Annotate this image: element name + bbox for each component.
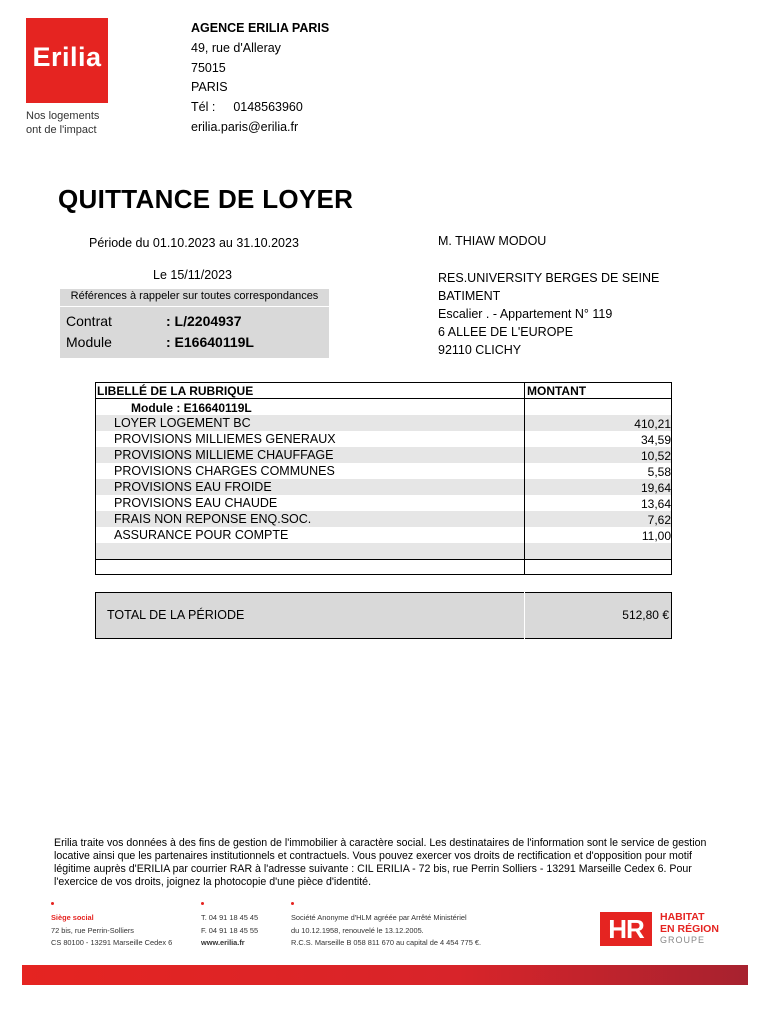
footer-color-band [22,965,748,985]
footer-legal: Société Anonyme d'HLM agréée par Arrêté Ministériel du 10.12.1958, renouvelé le 13.12.2005. R.C.S. Marseille B 058 811 670 au capital de 4 454 775 €. [291,913,482,947]
contrat-label: Contrat [66,313,112,329]
agency-address [191,19,329,138]
total-label: TOTAL DE LA PÉRIODE [107,608,245,622]
table-row-label: PROVISIONS EAU CHAUDE [114,496,278,510]
agency-email: erilia.paris@erilia.fr [191,119,299,134]
table-row-label: PROVISIONS CHARGES COMMUNES [114,464,335,478]
table-row-amount: 7,62 [647,513,671,527]
table-row-label: PROVISIONS EAU FROIDE [114,480,272,494]
contrat-value: : L/2204937 [166,313,242,329]
table-row-amount: 19,64 [640,481,671,495]
table-row-label: PROVISIONS MILLIEMES GENERAUX [114,432,336,446]
table-row-label: FRAIS NON REPONSE ENQ.SOC. [114,512,312,526]
column-header-amount: MONTANT [527,384,587,398]
privacy-notice: Erilia traite vos données à des fins de gestion de l'immobilier à caractère social. Les destinataires de l'information sont le service de gestion locative ainsi que les partenaires institutionnels et contractuels. Vous pouvez exercer vos droits de rectification et d'opposition pour motif légitime auprès d'ERILIA par courrier RAR à l'adresse suivante : CIL ERILIA - 72 bis, rue Perrin Solliers - 13291 Marseille Cedex 6. Pour l'exercice de vos droits, joignez la photocopie d'une pièce d'identité. [54,837,707,888]
references-header: Références à rappeler sur toutes correspondances [60,289,329,307]
module-label: Module [66,334,112,350]
table-row-amount: 11,00 [641,529,671,543]
table-row-label: PROVISIONS MILLIEME CHAUFFAGE [114,448,334,462]
agency-street: 49, rue d'Alleray [191,40,281,55]
tenant-name: M. THIAW MODOU [438,234,547,248]
logo-tagline: Nos logements ont de l'impact [26,110,100,136]
habitat-en-region-logo: HR [600,912,652,946]
habitat-en-region-text: HABITAT EN RÉGION GROUPE [660,911,719,945]
table-row-amount: 10,52 [640,449,671,463]
agency-postcode: 75015 [191,60,226,75]
column-header-label: LIBELLÉ DE LA RUBRIQUE [97,384,254,398]
footer-contact: T. 04 91 18 45 45 F. 04 91 18 45 55 www.erilia.fr [201,912,258,950]
website-link[interactable]: www.erilia.fr [201,938,245,947]
footer-head-office: Siège social 72 bis, rue Perrin-Solliers CS 80100 - 13291 Marseille Cedex 6 [51,913,173,947]
table-module-row: Module : E16640119L [131,401,252,415]
issue-date: Le 15/11/2023 [153,268,233,282]
table-row-amount: 410,21 [634,417,671,431]
table-row-label: ASSURANCE POUR COMPTE [114,528,289,542]
period-text: Période du 01.10.2023 au 31.10.2023 [89,236,299,250]
document-title: QUITTANCE DE LOYER [58,184,354,214]
agency-name: AGENCE ERILIA PARIS [191,21,330,35]
erilia-logo-text: Erilia [32,42,102,72]
table-row-amount: 34,59 [640,433,671,447]
total-amount: 512,80 € [622,608,669,622]
agency-phone: Tél : 0148563960 [191,100,303,115]
agency-city: PARIS [191,80,228,95]
tenant-address: RES.UNIVERSITY BERGES DE SEINE BATIMENT Escalier . - Appartement N° 119 6 ALLEE DE L'EUROPE 92110 CLICHY [438,271,660,357]
table-row-label: LOYER LOGEMENT BC [114,416,251,430]
module-value: : E16640119L [166,334,254,350]
table-row-amount: 13,64 [640,497,671,511]
table-row-amount: 5,58 [647,465,671,479]
